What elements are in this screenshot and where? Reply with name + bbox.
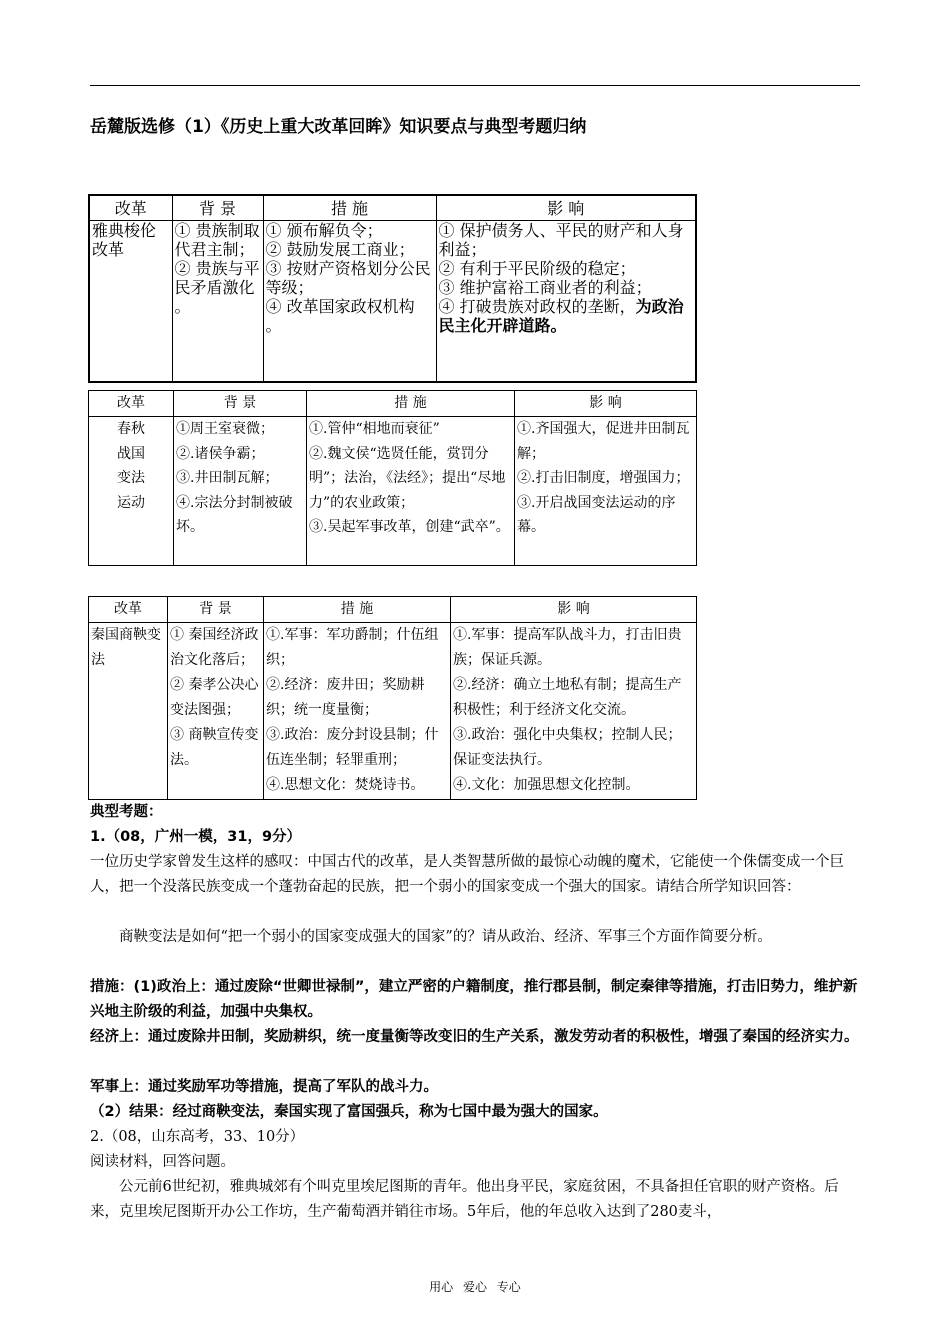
background-cell: [174, 417, 307, 566]
reform-table-warring-states: [88, 390, 697, 566]
header-reform: 改革: [89, 195, 172, 221]
impact-emphasis: 为政治民主化开辟道路。: [438, 297, 684, 335]
reform-name: 秦国商鞅变法: [89, 623, 168, 800]
impact-item: ②.经济：确立土地私有制；提高生产积极性；利于经济文化交流。: [453, 677, 682, 718]
question-1-intro: 一位历史学家曾发生这样的感叹：中国古代的改革，是人类智慧所做的最惊心动魄的魔术，它能使一个侏儒变成一个巨人，把一个没落民族变成一个蓬勃奋起的民族，把一个弱小的国家变成一个强大的国家。请结合所学知识回答：: [90, 854, 844, 895]
impact-item: ① 保护债务人、平民的财产和人身利益；: [438, 221, 684, 259]
answer-1-economic: 经济上：通过废除井田制，奖励耕织，统一度量衡等改变旧的生产关系，激发劳动者的积极性，增强了秦国的经济实力。: [90, 1029, 859, 1045]
reform-name: 雅典梭伦改革: [89, 221, 172, 383]
measure-item: ②.魏文侯“选贤任能，赏罚分明”；法治，《法经》；提出“尽地力”的农业政策；: [309, 445, 506, 511]
reform-name: 春秋 战国 变法 运动: [89, 417, 174, 566]
header-background: 背 景: [168, 597, 264, 623]
background-cell: [168, 623, 264, 800]
answer-1-result: （2）结果：经过商鞅变法，秦国实现了富国强兵，称为七国中最为强大的国家。: [90, 1104, 608, 1120]
measures-cell: [263, 221, 436, 383]
answer-1-political: 措施：(1)政治上：通过废除“世卿世禄制”，建立严密的户籍制度，推行郡县制，制定秦律等措施，打击旧势力，维护新兴地主阶级的利益，加强中央集权。: [90, 979, 858, 1020]
header-reform: 改革: [89, 597, 168, 623]
header-impact: 影 响: [436, 195, 696, 221]
measure-item: ①.管仲“相地而衰征”: [309, 421, 440, 437]
header-measures: 措 施: [307, 391, 515, 417]
page-title: 岳麓版选修（1）《历史上重大改革回眸》知识要点与典型考题归纳: [90, 117, 587, 137]
page-footer: 用心 爱心 专心: [429, 1280, 521, 1294]
impact-item: ③.开启战国变法运动的序幕。: [517, 494, 676, 535]
question-1-header: 1.（08，广州一模，31，9分）: [90, 829, 302, 845]
header-reform: 改革: [89, 391, 174, 417]
background-item: ② 秦孝公决心变法图强；: [170, 677, 259, 718]
impact-item: ①.齐国强大，促进井田制瓦解；: [517, 421, 690, 462]
measure-item: ②.经济：废井田；奖励耕织；统一度量衡；: [266, 677, 425, 718]
measure-item: ④ 改革国家政权机构 。: [265, 297, 415, 335]
measure-item: ④.思想文化：焚烧诗书。: [266, 777, 425, 793]
measures-cell: [307, 417, 515, 566]
background-item: ② 贵族与平民矛盾激化 。: [174, 259, 260, 316]
measure-item: ③ 按财产资格划分公民等级；: [265, 259, 431, 297]
exam-heading: 典型考题：: [90, 804, 163, 820]
header-measures: 措 施: [263, 195, 436, 221]
impact-item: ③ 维护富裕工商业者的利益；: [438, 278, 652, 297]
measure-item: ③.政治：废分封设县制；什伍连坐制；轻罪重刑；: [266, 727, 439, 768]
impact-cell: [515, 417, 697, 566]
measure-item: ② 鼓励发展工商业；: [265, 240, 415, 259]
impact-item: ①.军事：提高军队战斗力，打击旧贵族；保证兵源。: [453, 627, 682, 668]
question-2-header: 2.（08，山东高考，33、10分）: [90, 1129, 305, 1145]
impact-item: ③.政治：强化中央集权；控制人民；保证变法执行。: [453, 727, 682, 768]
background-cell: [172, 221, 263, 383]
header-impact: 影 响: [515, 391, 697, 417]
measures-cell: [264, 623, 451, 800]
background-item: ④.宗法分封制被破坏。: [176, 494, 293, 535]
measure-item: ①.军事：军功爵制；什伍组织；: [266, 627, 439, 668]
question-1-prompt: 商鞅变法是如何“把一个弱小的国家变成强大的国家”的？请从政治、经济、军事三个方面作简要分析。: [119, 929, 772, 945]
header-background: 背 景: [172, 195, 263, 221]
measure-item: ③.吴起军事改革，创建“武卒”。: [309, 519, 510, 535]
reform-table-shang-yang: [88, 596, 697, 800]
header-measures: 措 施: [264, 597, 451, 623]
question-2-material: 公元前6世纪初，雅典城郊有个叫克里埃尼图斯的青年。他出身平民，家庭贫困，不具备担任官职的财产资格。后来，克里埃尼图斯开办公工作坊，生产葡萄酒并销往市场。5年后，他的年总收入达到了280麦斗，: [90, 1179, 839, 1220]
background-item: ① 贵族制取代君主制；: [174, 221, 260, 259]
measure-item: ① 颁布解负令；: [265, 221, 383, 240]
header-rule: [90, 85, 860, 86]
header-impact: 影 响: [451, 597, 697, 623]
question-2-intro: 阅读材料，回答问题。: [90, 1154, 235, 1170]
answer-1-military: 军事上：通过奖励军功等措施，提高了军队的战斗力。: [90, 1079, 438, 1095]
impact-item: ④.文化：加强思想文化控制。: [453, 777, 640, 793]
background-item: ①周王室衰微；: [176, 421, 274, 437]
reform-table-athens: [88, 194, 697, 383]
impact-cell: [451, 623, 697, 800]
background-item: ③ 商鞅宣传变法。: [170, 727, 259, 768]
impact-item: ④ 打破贵族对政权的垄断，为政治民主化开辟道路。: [438, 297, 684, 335]
background-item: ① 秦国经济政治文化落后；: [170, 627, 259, 668]
impact-item: ② 有利于平民阶级的稳定；: [438, 259, 636, 278]
background-item: ③.井田制瓦解；: [176, 470, 279, 486]
impact-item: ②.打击旧制度，增强国力；: [517, 470, 690, 486]
impact-cell: [436, 221, 696, 383]
header-background: 背 景: [174, 391, 307, 417]
background-item: ②.诸侯争霸；: [176, 445, 265, 462]
